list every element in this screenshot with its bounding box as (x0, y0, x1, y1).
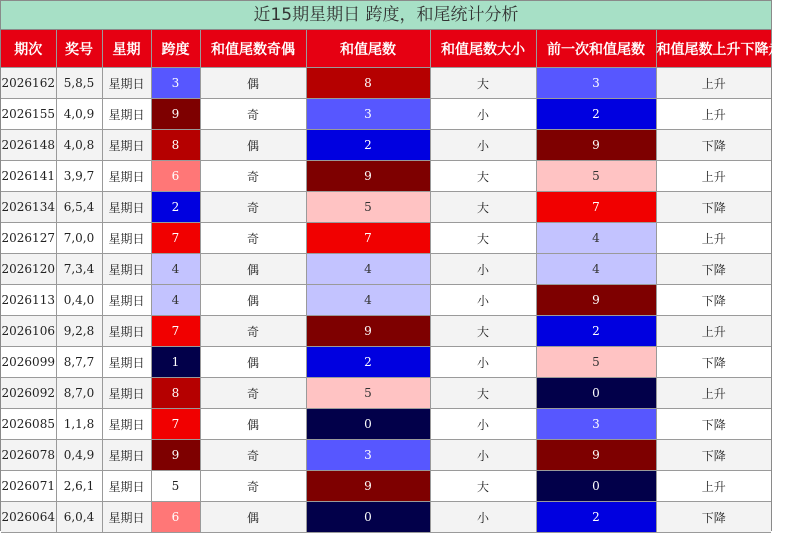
table-row (1, 502, 771, 533)
weekday-cell: 星期日 (102, 502, 151, 533)
table-row (1, 130, 771, 161)
trend-cell: 上升 (656, 68, 771, 99)
numbers-cell: 5,8,5 (56, 68, 102, 99)
table-row (1, 347, 771, 378)
trend-cell: 下降 (656, 347, 771, 378)
numbers-cell: 4,0,9 (56, 99, 102, 130)
issue-cell: 2026106 (1, 316, 56, 347)
size-cell: 大 (430, 316, 536, 347)
span-cell: 7 (151, 409, 200, 440)
size-cell: 小 (430, 502, 536, 533)
numbers-cell: 6,0,4 (56, 502, 102, 533)
weekday-cell: 星期日 (102, 316, 151, 347)
prev-tail-cell: 3 (536, 68, 656, 99)
prev-tail-cell: 0 (536, 471, 656, 502)
weekday-cell: 星期日 (102, 254, 151, 285)
size-cell: 小 (430, 409, 536, 440)
prev-tail-cell: 5 (536, 161, 656, 192)
size-cell: 小 (430, 254, 536, 285)
trend-cell: 上升 (656, 223, 771, 254)
issue-cell: 2026120 (1, 254, 56, 285)
header-prev-tail: 前一次和值尾数 (536, 30, 656, 68)
prev-tail-cell: 3 (536, 409, 656, 440)
numbers-cell: 8,7,7 (56, 347, 102, 378)
tail-cell: 3 (306, 99, 430, 130)
size-cell: 小 (430, 347, 536, 378)
parity-cell: 奇 (200, 471, 306, 502)
weekday-cell: 星期日 (102, 99, 151, 130)
tail-cell: 9 (306, 316, 430, 347)
size-cell: 大 (430, 223, 536, 254)
header-weekday: 星期 (102, 30, 151, 68)
span-cell: 8 (151, 130, 200, 161)
prev-tail-cell: 7 (536, 192, 656, 223)
tail-cell: 9 (306, 471, 430, 502)
span-cell: 9 (151, 440, 200, 471)
size-cell: 大 (430, 378, 536, 409)
table-row (1, 440, 771, 471)
tail-cell: 5 (306, 378, 430, 409)
tail-cell: 5 (306, 192, 430, 223)
trend-cell: 上升 (656, 471, 771, 502)
numbers-cell: 1,1,8 (56, 409, 102, 440)
table-row (1, 99, 771, 130)
weekday-cell: 星期日 (102, 347, 151, 378)
tail-cell: 4 (306, 285, 430, 316)
issue-cell: 2026141 (1, 161, 56, 192)
table-row (1, 68, 771, 99)
span-cell: 5 (151, 471, 200, 502)
issue-cell: 2026127 (1, 223, 56, 254)
issue-cell: 2026092 (1, 378, 56, 409)
parity-cell: 奇 (200, 316, 306, 347)
issue-cell: 2026113 (1, 285, 56, 316)
table-row (1, 316, 771, 347)
trend-cell: 下降 (656, 440, 771, 471)
page-title: 近15期星期日 跨度，和尾统计分析 (1, 1, 771, 30)
span-cell: 4 (151, 254, 200, 285)
size-cell: 小 (430, 285, 536, 316)
weekday-cell: 星期日 (102, 161, 151, 192)
span-cell: 4 (151, 285, 200, 316)
tail-cell: 0 (306, 409, 430, 440)
issue-cell: 2026162 (1, 68, 56, 99)
size-cell: 大 (430, 192, 536, 223)
issue-cell: 2026064 (1, 502, 56, 533)
tail-cell: 0 (306, 502, 430, 533)
tail-cell: 7 (306, 223, 430, 254)
size-cell: 小 (430, 440, 536, 471)
span-cell: 7 (151, 223, 200, 254)
numbers-cell: 0,4,9 (56, 440, 102, 471)
parity-cell: 奇 (200, 99, 306, 130)
table-body (1, 68, 771, 533)
header-parity: 和值尾数奇偶 (200, 30, 306, 68)
size-cell: 小 (430, 99, 536, 130)
tail-cell: 2 (306, 130, 430, 161)
numbers-cell: 6,5,4 (56, 192, 102, 223)
prev-tail-cell: 2 (536, 99, 656, 130)
header-numbers: 奖号 (56, 30, 102, 68)
numbers-cell: 9,2,8 (56, 316, 102, 347)
span-cell: 3 (151, 68, 200, 99)
parity-cell: 奇 (200, 161, 306, 192)
parity-cell: 偶 (200, 285, 306, 316)
weekday-cell: 星期日 (102, 440, 151, 471)
prev-tail-cell: 4 (536, 254, 656, 285)
span-cell: 9 (151, 99, 200, 130)
issue-cell: 2026134 (1, 192, 56, 223)
span-cell: 1 (151, 347, 200, 378)
parity-cell: 偶 (200, 502, 306, 533)
parity-cell: 偶 (200, 130, 306, 161)
table-row (1, 223, 771, 254)
header-span: 跨度 (151, 30, 200, 68)
size-cell: 大 (430, 471, 536, 502)
table-row (1, 409, 771, 440)
weekday-cell: 星期日 (102, 68, 151, 99)
trend-cell: 上升 (656, 161, 771, 192)
trend-cell: 下降 (656, 130, 771, 161)
span-cell: 2 (151, 192, 200, 223)
stats-table (1, 30, 797, 533)
size-cell: 大 (430, 68, 536, 99)
trend-cell: 下降 (656, 285, 771, 316)
parity-cell: 偶 (200, 254, 306, 285)
header-tail: 和值尾数 (306, 30, 430, 68)
prev-tail-cell: 4 (536, 223, 656, 254)
header-size: 和值尾数大小 (430, 30, 536, 68)
numbers-cell: 8,7,0 (56, 378, 102, 409)
table-row (1, 254, 771, 285)
span-cell: 8 (151, 378, 200, 409)
parity-cell: 偶 (200, 68, 306, 99)
table-row (1, 161, 771, 192)
tail-cell: 4 (306, 254, 430, 285)
table-row (1, 285, 771, 316)
issue-cell: 2026155 (1, 99, 56, 130)
weekday-cell: 星期日 (102, 130, 151, 161)
size-cell: 大 (430, 161, 536, 192)
numbers-cell: 4,0,8 (56, 130, 102, 161)
parity-cell: 偶 (200, 409, 306, 440)
span-cell: 7 (151, 316, 200, 347)
weekday-cell: 星期日 (102, 223, 151, 254)
tail-cell: 3 (306, 440, 430, 471)
tail-cell: 8 (306, 68, 430, 99)
prev-tail-cell: 9 (536, 440, 656, 471)
issue-cell: 2026071 (1, 471, 56, 502)
trend-cell: 下降 (656, 254, 771, 285)
header-issue: 期次 (1, 30, 56, 68)
table-row (1, 471, 771, 502)
weekday-cell: 星期日 (102, 409, 151, 440)
numbers-cell: 7,3,4 (56, 254, 102, 285)
trend-cell: 下降 (656, 409, 771, 440)
numbers-cell: 7,0,0 (56, 223, 102, 254)
weekday-cell: 星期日 (102, 192, 151, 223)
header-row (1, 30, 771, 68)
numbers-cell: 3,9,7 (56, 161, 102, 192)
trend-cell: 下降 (656, 502, 771, 533)
prev-tail-cell: 0 (536, 378, 656, 409)
prev-tail-cell: 2 (536, 316, 656, 347)
prev-tail-cell: 9 (536, 285, 656, 316)
tail-cell: 9 (306, 161, 430, 192)
size-cell: 小 (430, 130, 536, 161)
numbers-cell: 0,4,0 (56, 285, 102, 316)
span-cell: 6 (151, 502, 200, 533)
parity-cell: 奇 (200, 223, 306, 254)
span-cell: 6 (151, 161, 200, 192)
parity-cell: 偶 (200, 347, 306, 378)
table-row (1, 378, 771, 409)
issue-cell: 2026148 (1, 130, 56, 161)
weekday-cell: 星期日 (102, 378, 151, 409)
numbers-cell: 2,6,1 (56, 471, 102, 502)
parity-cell: 奇 (200, 378, 306, 409)
trend-cell: 上升 (656, 378, 771, 409)
issue-cell: 2026085 (1, 409, 56, 440)
prev-tail-cell: 9 (536, 130, 656, 161)
issue-cell: 2026099 (1, 347, 56, 378)
table-row (1, 192, 771, 223)
trend-cell: 上升 (656, 316, 771, 347)
weekday-cell: 星期日 (102, 471, 151, 502)
prev-tail-cell: 2 (536, 502, 656, 533)
tail-cell: 2 (306, 347, 430, 378)
parity-cell: 奇 (200, 192, 306, 223)
trend-cell: 上升 (656, 99, 771, 130)
header-trend: 和值尾数上升下降走势 (656, 30, 771, 68)
issue-cell: 2026078 (1, 440, 56, 471)
weekday-cell: 星期日 (102, 285, 151, 316)
trend-cell: 下降 (656, 192, 771, 223)
prev-tail-cell: 5 (536, 347, 656, 378)
parity-cell: 奇 (200, 440, 306, 471)
